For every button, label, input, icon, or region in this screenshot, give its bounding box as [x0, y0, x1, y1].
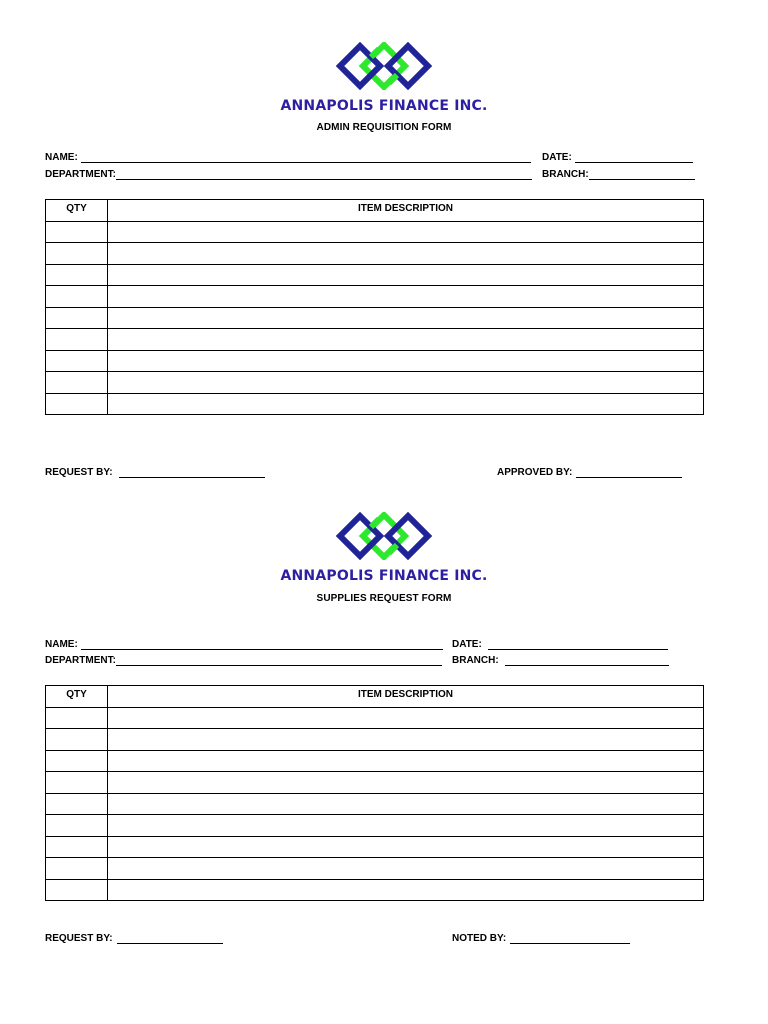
description-cell[interactable]	[108, 707, 704, 729]
table-row	[46, 879, 704, 901]
qty-cell[interactable]	[46, 350, 108, 372]
department-field[interactable]	[45, 655, 442, 666]
qty-cell[interactable]	[46, 264, 108, 286]
request-by-field[interactable]	[45, 467, 265, 478]
qty-cell[interactable]	[46, 729, 108, 751]
qty-column-header: QTY	[46, 200, 108, 222]
approved-by-field[interactable]	[497, 467, 682, 478]
date-field[interactable]	[452, 639, 668, 650]
company-logo	[0, 512, 768, 560]
description-cell[interactable]	[108, 750, 704, 772]
date-field[interactable]	[542, 152, 693, 163]
request-by-label: REQUEST BY:	[45, 933, 113, 944]
department-label: DEPARTMENT:	[45, 169, 116, 180]
name-label: NAME:	[45, 639, 78, 650]
table-row	[46, 350, 704, 372]
qty-cell[interactable]	[46, 750, 108, 772]
table-row	[46, 707, 704, 729]
table-row	[46, 372, 704, 394]
qty-cell[interactable]	[46, 372, 108, 394]
description-cell[interactable]	[108, 879, 704, 901]
qty-cell[interactable]	[46, 307, 108, 329]
description-cell[interactable]	[108, 836, 704, 858]
form-title: ADMIN REQUISITION FORM	[316, 122, 452, 133]
qty-cell[interactable]	[46, 793, 108, 815]
approved-by-blank-line[interactable]	[576, 468, 682, 478]
request-by-blank-line[interactable]	[119, 468, 265, 478]
qty-cell[interactable]	[46, 286, 108, 308]
branch-blank-line[interactable]	[589, 170, 695, 180]
qty-cell[interactable]	[46, 858, 108, 880]
table-row	[46, 772, 704, 794]
description-cell[interactable]	[108, 350, 704, 372]
item-description-column-header: ITEM DESCRIPTION	[108, 686, 704, 708]
description-cell[interactable]	[108, 329, 704, 351]
company-logo	[0, 42, 768, 90]
name-field[interactable]	[45, 152, 531, 163]
request-by-field[interactable]	[45, 933, 223, 944]
branch-blank-line[interactable]	[505, 656, 669, 666]
description-cell[interactable]	[108, 858, 704, 880]
name-blank-line[interactable]	[81, 153, 531, 163]
description-cell[interactable]	[108, 729, 704, 751]
table-row	[46, 286, 704, 308]
table-row	[46, 264, 704, 286]
company-name: ANNAPOLIS FINANCE INC.	[280, 568, 488, 584]
name-field[interactable]	[45, 639, 443, 650]
form-title: SUPPLIES REQUEST FORM	[316, 593, 452, 604]
request-by-label: REQUEST BY:	[45, 467, 113, 478]
table-header-row	[46, 200, 704, 222]
noted-by-blank-line[interactable]	[510, 934, 630, 944]
qty-cell[interactable]	[46, 221, 108, 243]
qty-cell[interactable]	[46, 772, 108, 794]
table-row	[46, 243, 704, 265]
name-label: NAME:	[45, 152, 78, 163]
description-cell[interactable]	[108, 243, 704, 265]
branch-label: BRANCH:	[542, 169, 589, 180]
department-blank-line[interactable]	[116, 170, 532, 180]
description-cell[interactable]	[108, 815, 704, 837]
request-by-blank-line[interactable]	[117, 934, 223, 944]
description-cell[interactable]	[108, 221, 704, 243]
company-name: ANNAPOLIS FINANCE INC.	[280, 98, 488, 114]
department-field[interactable]	[45, 169, 532, 180]
table-row	[46, 393, 704, 415]
table-row	[46, 750, 704, 772]
qty-cell[interactable]	[46, 879, 108, 901]
description-cell[interactable]	[108, 393, 704, 415]
department-label: DEPARTMENT:	[45, 655, 116, 666]
description-cell[interactable]	[108, 307, 704, 329]
qty-cell[interactable]	[46, 393, 108, 415]
table-row	[46, 836, 704, 858]
diamond-chain-logo-icon	[336, 512, 432, 560]
description-cell[interactable]	[108, 793, 704, 815]
description-cell[interactable]	[108, 372, 704, 394]
approved-by-label: APPROVED BY:	[497, 467, 573, 478]
department-blank-line[interactable]	[116, 656, 442, 666]
qty-column-header: QTY	[46, 686, 108, 708]
noted-by-field[interactable]	[452, 933, 630, 944]
noted-by-label: NOTED BY:	[452, 933, 507, 944]
table-row	[46, 307, 704, 329]
branch-field[interactable]	[542, 169, 695, 180]
qty-cell[interactable]	[46, 329, 108, 351]
table-row	[46, 221, 704, 243]
table-row	[46, 329, 704, 351]
qty-cell[interactable]	[46, 836, 108, 858]
items-table	[45, 685, 704, 901]
qty-cell[interactable]	[46, 707, 108, 729]
branch-field[interactable]	[452, 655, 669, 666]
item-description-column-header: ITEM DESCRIPTION	[108, 200, 704, 222]
table-row	[46, 729, 704, 751]
table-row	[46, 815, 704, 837]
description-cell[interactable]	[108, 286, 704, 308]
date-blank-line[interactable]	[575, 153, 693, 163]
table-row	[46, 858, 704, 880]
qty-cell[interactable]	[46, 243, 108, 265]
branch-label: BRANCH:	[452, 655, 499, 666]
table-row	[46, 793, 704, 815]
diamond-chain-logo-icon	[336, 42, 432, 90]
date-blank-line[interactable]	[488, 640, 668, 650]
date-label: DATE:	[452, 639, 482, 650]
qty-cell[interactable]	[46, 815, 108, 837]
items-table	[45, 199, 704, 415]
table-header-row	[46, 686, 704, 708]
description-cell[interactable]	[108, 264, 704, 286]
date-label: DATE:	[542, 152, 572, 163]
description-cell[interactable]	[108, 772, 704, 794]
name-blank-line[interactable]	[81, 640, 443, 650]
